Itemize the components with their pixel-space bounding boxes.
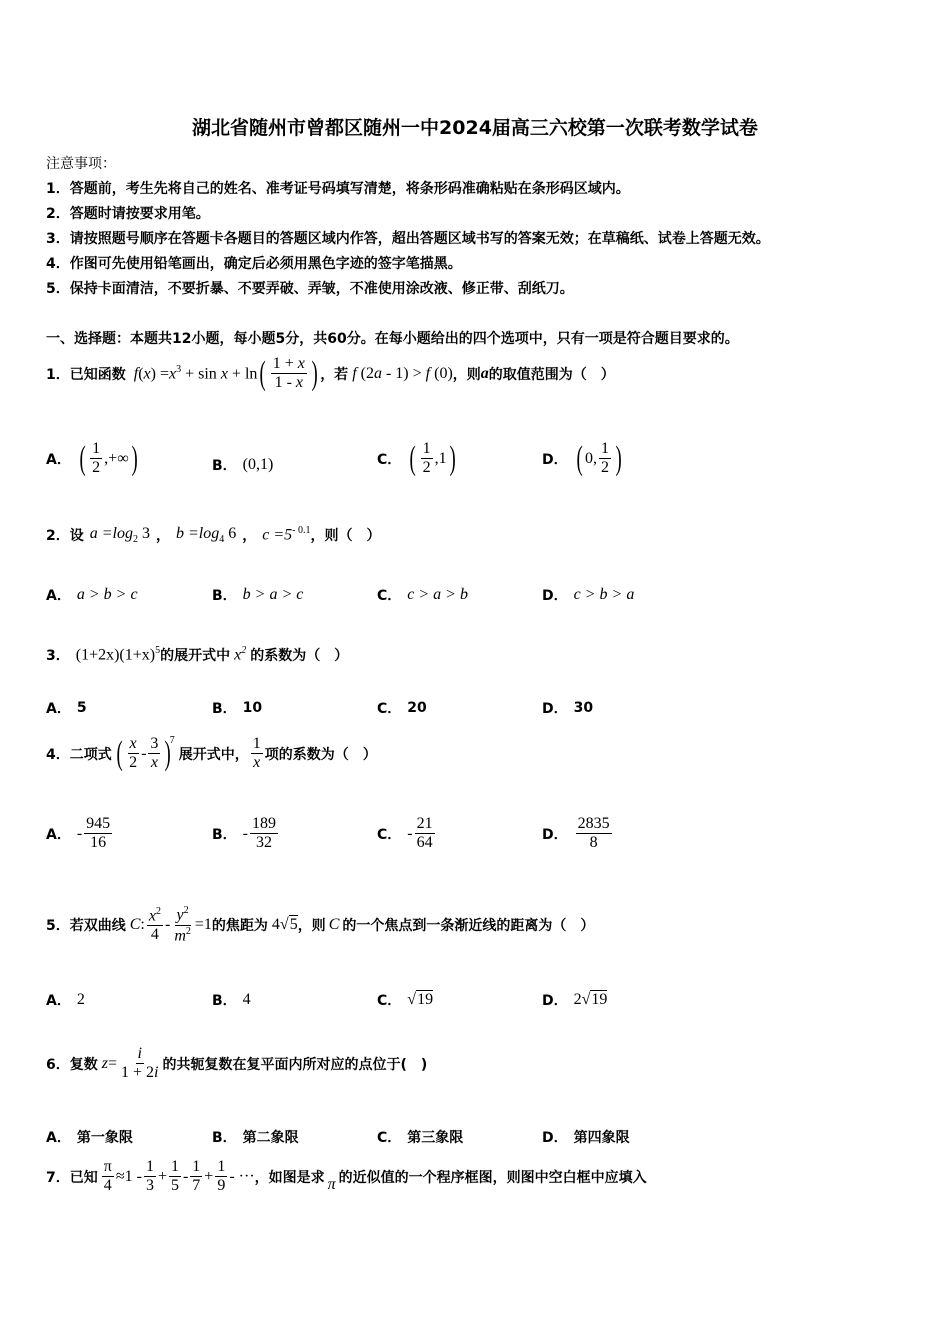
q1-fraction: $\frac{1 + x}{1 - x}$ bbox=[272, 355, 305, 392]
q3-option-a[interactable]: A． 5 bbox=[46, 700, 87, 717]
q2-option-a[interactable]: A． a > b > c bbox=[46, 586, 138, 604]
q6-option-b[interactable]: B． 第二象限 bbox=[212, 1130, 299, 1146]
q1-number: 1．已知函数 bbox=[46, 366, 126, 383]
question-6: 6．复数 z = $\frac{i}{1 + 2i}$ 的共轭复数在复平面内所对应的点位于( ) bbox=[46, 1045, 428, 1082]
q2-a: $a =\log_2$ 3 bbox=[89, 525, 150, 546]
q4-tail: 项的系数为（ ） bbox=[264, 746, 377, 763]
question-7: 7．已知 $\frac{\pi}{4}$ ≈1 - $\frac{1}{3}$ + $\frac{1}{5}$ - $\frac{1}{7}$ + $\frac{1}{9}$ - ··· ，如图是求 π 的近似值的一个程序框图，则图中空白框中应填入 bbox=[46, 1158, 647, 1195]
q2-option-d[interactable]: D． c > b > a bbox=[542, 586, 635, 604]
q3-option-b[interactable]: B． 10 bbox=[212, 700, 263, 717]
q7-mid: ，如图是求 bbox=[254, 1169, 325, 1186]
q1-tail: 的取值范围为（ ） bbox=[488, 366, 615, 383]
q2-b: $b =\log_4$ 6 bbox=[176, 525, 237, 546]
q5-option-d[interactable]: D． 2√19 bbox=[542, 991, 608, 1009]
q7-number: 7．已知 bbox=[46, 1169, 98, 1186]
question-2: 2．设 $a =\log_2$ 3 ， $b =\log_4$ 6 ， $c =5^{- 0.1}$ ，则（ ） bbox=[46, 525, 381, 546]
page-title: 湖北省随州市曾都区随州一中2024届高三六校第一次联考数学试卷 bbox=[192, 117, 758, 139]
question-5: 5．若双曲线 C : $\frac{x^2}{4}$ - $\frac{y^2}{m^2}$ =1 的焦距为 4√5 ，则 C 的一个焦点到一条渐近线的距离为（ ） bbox=[46, 905, 595, 945]
q1-function-body: $(x) =x^3 + \sin x + \ln$ bbox=[138, 364, 258, 383]
q1-paren-right: ) bbox=[311, 354, 318, 392]
q5-C: C bbox=[328, 916, 340, 934]
q1-option-b[interactable]: B． (0,1) bbox=[212, 456, 274, 474]
q4-frac-3x: $\frac{3}{x}$ bbox=[150, 735, 159, 772]
q5-focal: 4√5 bbox=[271, 916, 298, 934]
note-item: 5．保持卡面清洁，不要折暴、不要弄破、弄皱，不准使用涂改液、修正带、刮纸刀。 bbox=[46, 281, 574, 297]
q3-number: 3． bbox=[46, 648, 70, 664]
q7-series: ≈1 - bbox=[115, 1167, 142, 1185]
q5-option-a[interactable]: A． 2 bbox=[46, 991, 85, 1009]
q1-mid: ，若 bbox=[320, 366, 349, 383]
q3-x2: $x^2$ bbox=[234, 645, 247, 664]
q6-option-d[interactable]: D． 第四象限 bbox=[542, 1130, 630, 1146]
q2-tail: ，则（ ） bbox=[310, 528, 381, 545]
q1-option-d[interactable]: D． ( 0, $\frac{1}{2}$ ) bbox=[542, 439, 622, 477]
q1-option-c[interactable]: C． ( $\frac{1}{2}$ ,1 ) bbox=[377, 439, 456, 477]
q4-option-a[interactable]: A． - $\frac{945}{16}$ bbox=[46, 815, 111, 852]
q4-option-b[interactable]: B． - $\frac{189}{32}$ bbox=[212, 815, 276, 852]
q5-number: 5．若双曲线 bbox=[46, 918, 126, 935]
question-4: 4．二项式 ( $\frac{x}{2}$ - $\frac{3}{x}$ ) 7 展开式中， $\frac{1}{x}$ 项的系数为（ ） bbox=[46, 734, 377, 772]
q1-end: ，则 bbox=[452, 366, 481, 383]
q1-b-value: (0,1) bbox=[242, 456, 274, 473]
q6-number: 6．复数 bbox=[46, 1056, 98, 1073]
q3-expression: $(1+2x)(1+x)^5$ bbox=[75, 645, 161, 664]
q2-c: $c =5^{- 0.1}$ bbox=[262, 525, 311, 544]
q1-option-a[interactable]: A． ( $\frac{1}{2}$ ,+∞ ) bbox=[46, 439, 138, 477]
q1-paren-left: ( bbox=[259, 354, 267, 392]
q4-mid: 展开式中， bbox=[178, 746, 249, 763]
q2-option-b[interactable]: B． b > a > c bbox=[212, 586, 304, 604]
q7-dots: - ··· bbox=[229, 1167, 255, 1185]
q6-option-c[interactable]: C． 第三象限 bbox=[377, 1130, 464, 1146]
section-heading: 一、选择题：本题共12小题，每小题5分，共60分。在每小题给出的四个选项中，只有一项是符合题目要求的。 bbox=[46, 331, 739, 347]
q5-tail: 的一个焦点到一条渐近线的距离为（ ） bbox=[342, 918, 595, 935]
q4-frac-1x: $\frac{1}{x}$ bbox=[252, 735, 261, 772]
q3-mid: 的展开式中 bbox=[160, 648, 231, 664]
q3-option-d[interactable]: D． 30 bbox=[542, 700, 594, 717]
q5-then: ，则 bbox=[297, 918, 326, 935]
notes-heading: 注意事项： bbox=[46, 156, 116, 172]
q4-exponent: 7 bbox=[169, 735, 175, 746]
question-1 bbox=[46, 355, 615, 393]
q2-number: 2．设 bbox=[46, 528, 84, 545]
q5-frac-x2: $\frac{x^2}{4}$ bbox=[148, 905, 161, 944]
q4-option-d[interactable]: D． $\frac{2835}{8}$ bbox=[542, 815, 610, 852]
note-item: 3．请按照题号顺序在答题卡各题目的答题区域内作答，超出答题区域书写的答案无效；在草稿纸、试卷上答题无效。 bbox=[46, 231, 770, 247]
q6-tail: 的共轭复数在复平面内所对应的点位于( ) bbox=[162, 1056, 428, 1073]
q6-option-a[interactable]: A． 第一象限 bbox=[46, 1130, 133, 1146]
q5-option-c[interactable]: C． √19 bbox=[377, 991, 434, 1009]
q3-tail: 的系数为（ ） bbox=[250, 648, 349, 664]
q4-option-c[interactable]: C． - $\frac{21}{64}$ bbox=[377, 815, 433, 852]
q7-pi: π bbox=[327, 1175, 336, 1193]
q2-option-c[interactable]: C． c > a > b bbox=[377, 586, 468, 604]
q1-var: a bbox=[480, 364, 489, 382]
note-item: 1．答题前，考生先将自己的姓名、准考证号码填写清楚，将条形码准确粘贴在条形码区域内。 bbox=[46, 181, 630, 197]
q7-tail: 的近似值的一个程序框图，则图中空白框中应填入 bbox=[338, 1169, 647, 1186]
q1-function: f bbox=[133, 364, 139, 382]
q5-option-b[interactable]: B． 4 bbox=[212, 991, 251, 1009]
note-item: 4．作图可先使用铅笔画出，确定后必须用黑色字迹的签字笔描黑。 bbox=[46, 256, 462, 272]
note-item: 2．答题时请按要求用笔。 bbox=[46, 206, 210, 222]
q3-option-c[interactable]: C． 20 bbox=[377, 700, 427, 717]
q5-frac-y2: $\frac{y^2}{m^2}$ bbox=[174, 905, 191, 945]
q4-frac-x2: $\frac{x}{2}$ bbox=[129, 735, 138, 772]
q1-condition: f (2a - 1) > f (0) bbox=[352, 364, 453, 382]
q4-number: 4．二项式 bbox=[46, 746, 112, 763]
question-3 bbox=[46, 645, 348, 665]
q5-mid: 的焦距为 bbox=[211, 918, 268, 935]
q6-fraction: $\frac{i}{1 + 2i}$ bbox=[121, 1045, 159, 1082]
